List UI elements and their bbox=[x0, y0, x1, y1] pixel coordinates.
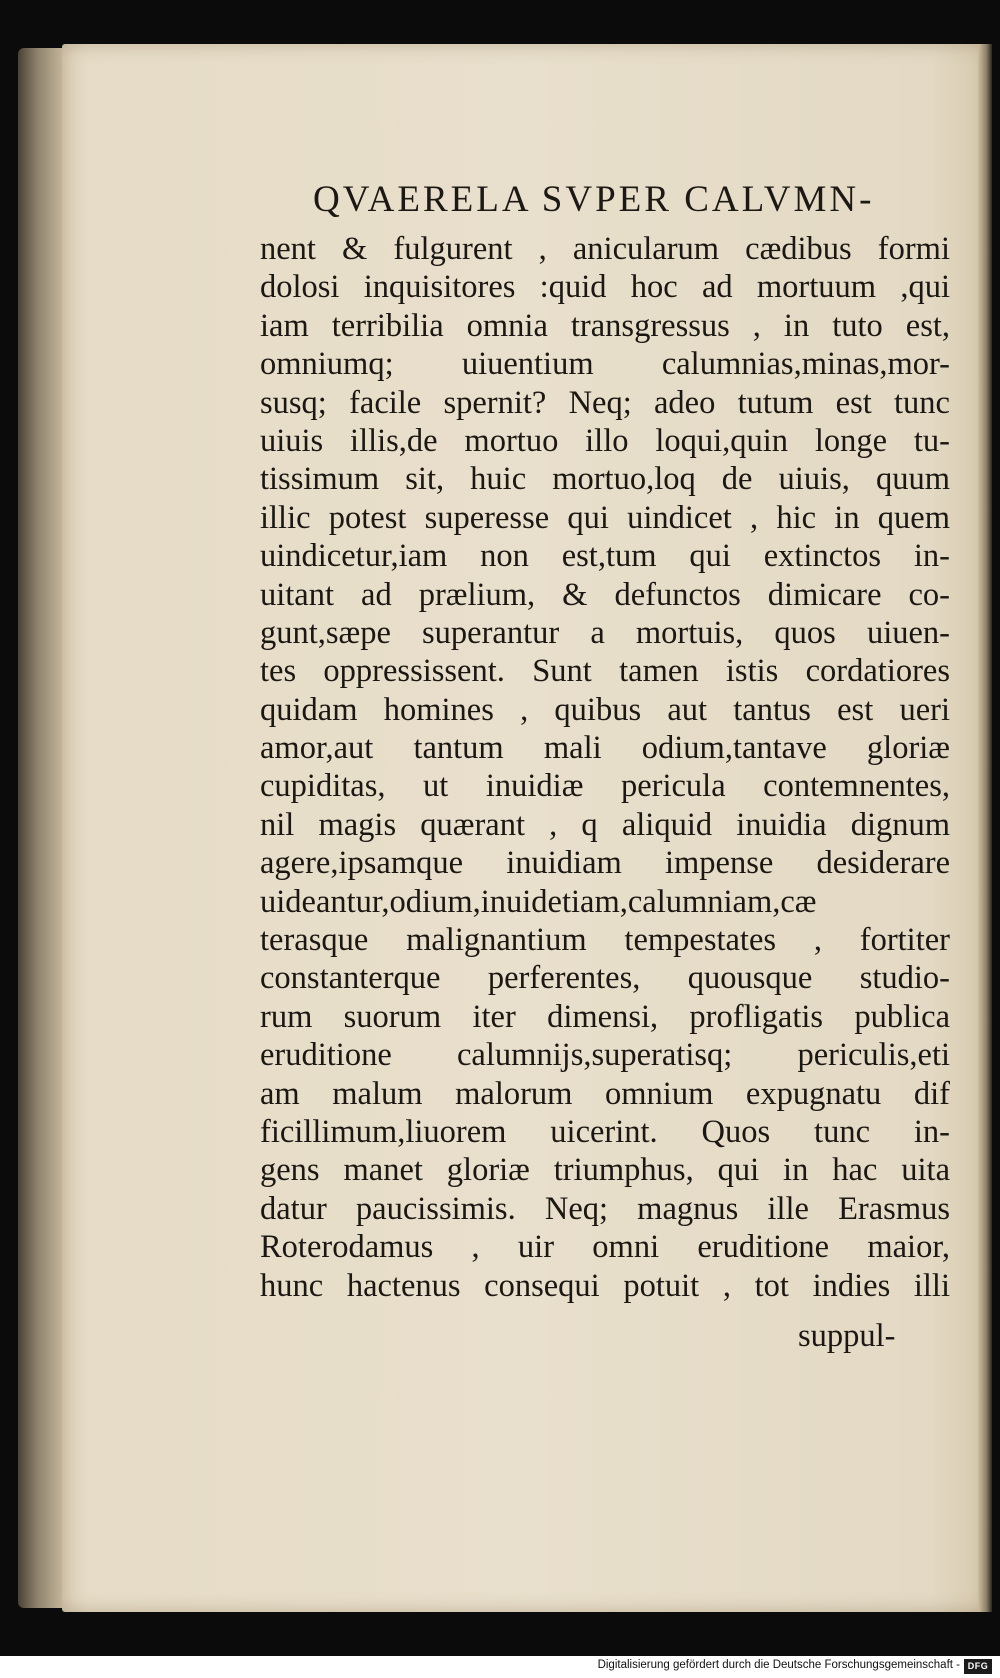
text-line: hunc hactenus consequi potuit , tot indies illi bbox=[260, 1267, 950, 1304]
text-line: datur paucissimis. Neq; magnus ille Erasmus bbox=[260, 1190, 950, 1227]
text-line: tes oppressissent. Sunt tamen istis cordatiores bbox=[260, 653, 950, 690]
text-line: susq; facile spernit? Neq; adeo tutum est tunc bbox=[260, 384, 950, 421]
text-block bbox=[260, 230, 950, 1305]
text-line: uideantur,odium,inuidetiam,calumniam,cæ bbox=[260, 883, 817, 920]
text-line: constanterque perferentes, quousque studio- bbox=[260, 960, 950, 997]
text-line: quidam homines , quibus aut tantus est ueri bbox=[260, 691, 950, 728]
text-line: ficillimum,liuorem uicerint. Quos tunc in- bbox=[260, 1113, 950, 1150]
digitization-credit: Digitalisierung gefördert durch die Deutsche Forschungsgemeinschaft - bbox=[597, 1659, 960, 1671]
text-line: agere,ipsamque inuidiam impense desiderare bbox=[260, 845, 950, 882]
running-head: QVAERELA SVPER CALVMN- bbox=[313, 179, 875, 220]
footer-bar bbox=[0, 1656, 1000, 1678]
text-line: omniumq; uiuentium calumnias,minas,mor- bbox=[260, 346, 950, 383]
text-line: nil magis quærant , q aliquid inuidia dignum bbox=[260, 806, 950, 843]
text-line: nent & fulgurent , anicularum cædibus formi bbox=[260, 231, 950, 267]
text-line: Roterodamus , uir omni eruditione maior, bbox=[260, 1229, 950, 1266]
page-edge-left bbox=[18, 48, 66, 1608]
text-line: uiuis illis,de mortuo illo loqui,quin longe tu- bbox=[260, 422, 950, 459]
text-line: iam terribilia omnia transgressus , in tuto est, bbox=[260, 307, 950, 344]
text-line: amor,aut tantum mali odium,tantave gloriæ bbox=[260, 730, 950, 767]
text-line: gens manet gloriæ triumphus, qui in hac uita bbox=[260, 1152, 950, 1189]
text-line: cupiditas, ut inuidiæ pericula contemnentes, bbox=[260, 768, 950, 805]
page-edge-right bbox=[978, 44, 992, 1612]
catchword: suppul- bbox=[798, 1318, 896, 1354]
text-line: eruditione calumnijs,superatisq; periculis,eti bbox=[260, 1037, 950, 1074]
text-line: illic potest superesse qui uindicet , hic in quem bbox=[260, 499, 950, 536]
text-line: tissimum sit, huic mortuo,loq de uiuis, quum bbox=[260, 461, 950, 498]
text-line: dolosi inquisitores :quid hoc ad mortuum ,qui bbox=[260, 269, 950, 306]
dfg-logo-icon: DFG bbox=[964, 1659, 992, 1674]
text-line: gunt,sæpe superantur a mortuis, quos uiuen- bbox=[260, 614, 950, 651]
text-line: am malum malorum omnium expugnatu dif bbox=[260, 1075, 950, 1112]
text-line: terasque malignantium tempestates , fortiter bbox=[260, 922, 950, 959]
text-line: uitant ad prælium, & defunctos dimicare co- bbox=[260, 576, 950, 613]
text-line: rum suorum iter dimensi, profligatis publica bbox=[260, 998, 950, 1035]
text-line: uindicetur,iam non est,tum qui extinctos in- bbox=[260, 538, 950, 575]
